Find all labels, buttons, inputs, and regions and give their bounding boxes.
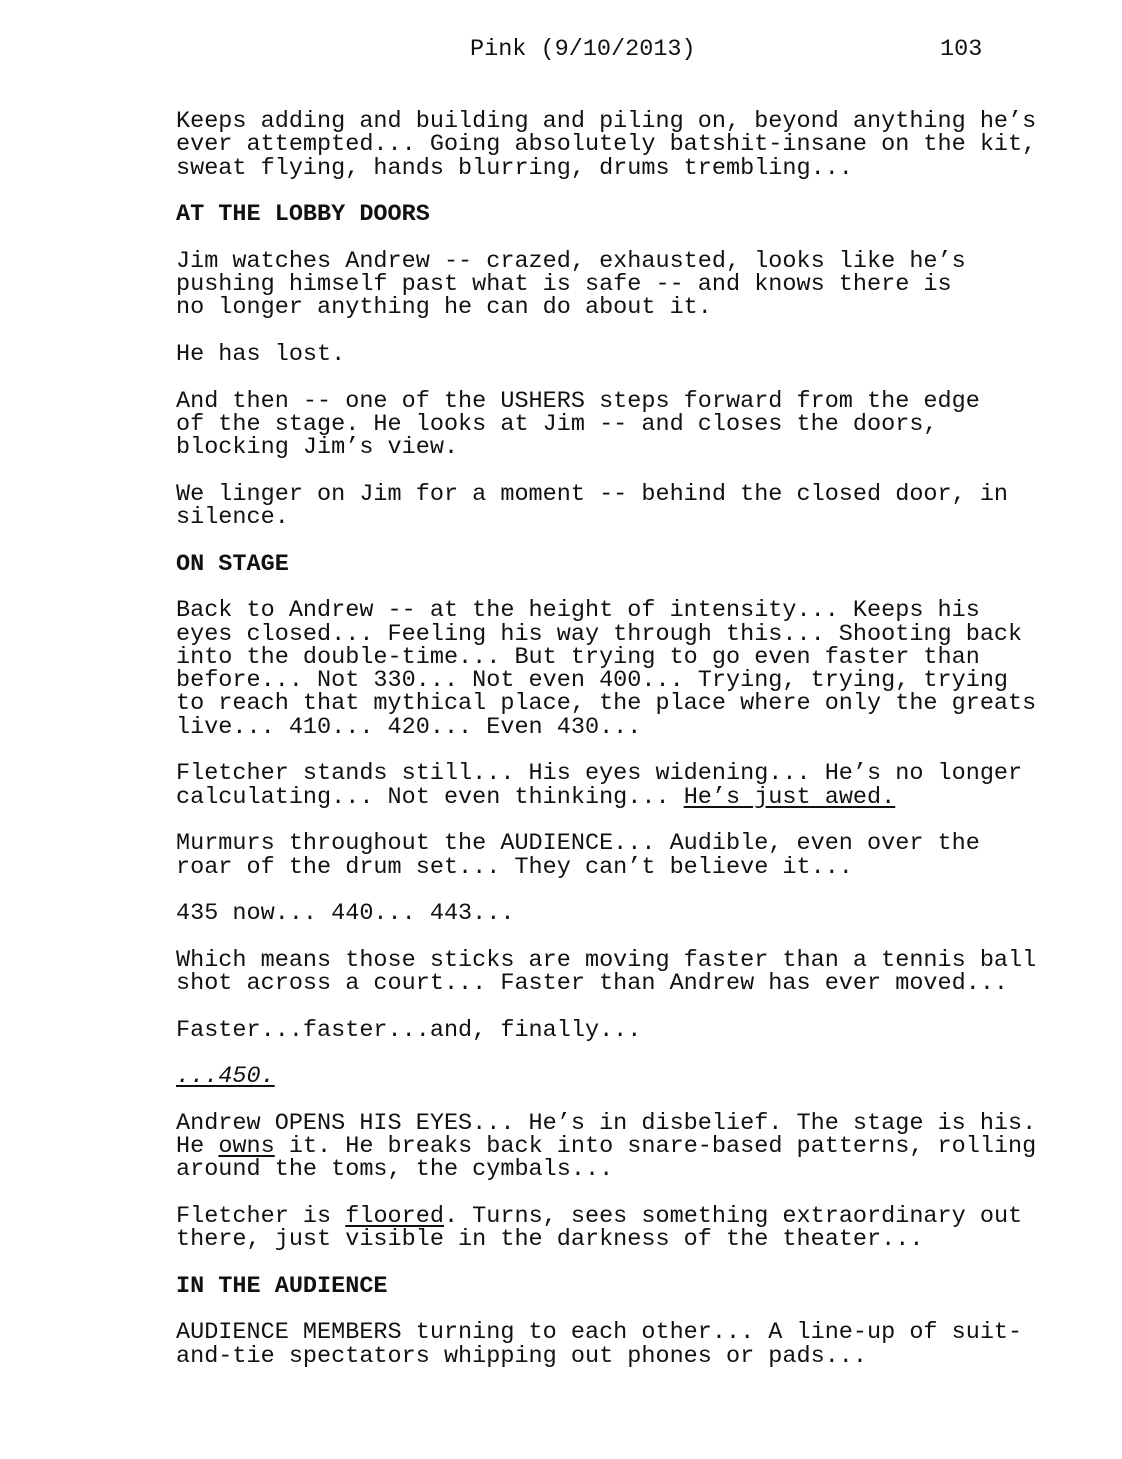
action-line: Keeps adding and building and piling on, beyond anything he’s [176, 108, 1037, 135]
action-line: live... 410... 420... Even 430... [176, 713, 642, 741]
action-line: blocking Jim’s view. [176, 434, 459, 462]
action-line: calculating... Not even thinking... [176, 783, 684, 811]
scene-heading: AT THE LOBBY DOORS [176, 201, 430, 229]
underlined-emphasis: owns [218, 1133, 275, 1161]
action-line-fragment: it. He breaks back into snare-based patterns, rolling [274, 1133, 1037, 1161]
action-paragraph [176, 1202, 1023, 1254]
action-paragraph [176, 1016, 1016, 1044]
action-paragraph [176, 480, 1016, 532]
action-paragraph [176, 597, 1037, 741]
action-line: Andrew OPENS HIS EYES... He’s in disbelief. The stage is his. [176, 1109, 1037, 1137]
action-line: Jim watches Andrew -- crazed, exhausted, looks like he’s [176, 247, 966, 275]
scene-heading: ON STAGE [176, 550, 289, 578]
action-line: He has lost. [176, 340, 346, 368]
script-body [176, 108, 1037, 1391]
action-paragraph [176, 946, 1037, 997]
action-line: before... Not 330... Not even 400... Trying, trying, trying [176, 667, 1009, 695]
action-line: ever attempted... Going absolutely batshit-insane on the kit, [176, 131, 1037, 159]
script-title-header: Pink (9/10/2013) [470, 36, 696, 63]
underlined-italic-emphasis: ...450. [176, 1063, 275, 1091]
action-line: into the double-time... But trying to go even faster than [176, 643, 980, 671]
action-paragraph [176, 1063, 1016, 1091]
page-number: 103 [940, 36, 983, 63]
action-paragraph [176, 247, 1016, 322]
action-line: sweat flying, hands blurring, drums trembling... [176, 154, 853, 182]
action-line: pushing himself past what is safe -- and knows there is [176, 271, 952, 299]
underlined-emphasis: floored [345, 1202, 444, 1230]
page-header [0, 38, 1122, 64]
action-line: silence. [176, 504, 289, 532]
action-paragraph [176, 1109, 1037, 1184]
action-line: and-tie spectators whipping out phones or pads... [176, 1342, 868, 1370]
action-line: Which means those sticks are moving faster than a tennis ball [176, 946, 1037, 974]
action-line: 435 now... 440... 443... [176, 900, 515, 928]
action-paragraph [176, 760, 1023, 811]
action-line: no longer anything he can do about it. [176, 294, 712, 322]
action-line: Back to Andrew -- at the height of intensity... Keeps his [176, 597, 980, 625]
action-line-fragment: . Turns, sees something extraordinary out [443, 1202, 1023, 1230]
action-paragraph [176, 900, 1016, 928]
action-line: of the stage. He looks at Jim -- and closes the doors, [176, 410, 938, 438]
action-line: around the toms, the cymbals... [176, 1156, 614, 1184]
action-paragraph [176, 1319, 1023, 1370]
action-line-fragment: He [176, 1133, 219, 1161]
action-line: roar of the drum set... They can’t believe it... [176, 853, 853, 881]
action-line: We linger on Jim for a moment -- behind the closed door, in [176, 480, 1009, 508]
action-line: Faster...faster...and, finally... [176, 1016, 642, 1044]
action-paragraph [176, 832, 1016, 879]
action-line: Fletcher stands still... His eyes widening... He’s no longer [176, 760, 1023, 788]
action-line: eyes closed... Feeling his way through this... Shooting back [176, 620, 1023, 648]
action-paragraph [176, 340, 1016, 368]
action-paragraph [176, 108, 1037, 182]
action-paragraph [176, 387, 1016, 462]
action-line: AUDIENCE MEMBERS turning to each other... A line-up of suit- [176, 1319, 1023, 1347]
action-line-fragment: Fletcher is [176, 1202, 346, 1230]
action-line: Murmurs throughout the AUDIENCE... Audible, even over the [176, 830, 980, 858]
action-line: shot across a court... Faster than Andrew has ever moved... [176, 969, 1009, 997]
scene-heading: IN THE AUDIENCE [176, 1272, 388, 1300]
underlined-emphasis: He’s just awed. [683, 783, 896, 811]
action-line: to reach that mythical place, the place where only the greats [176, 690, 1037, 718]
action-line: there, just visible in the darkness of the theater... [176, 1226, 924, 1254]
action-line: And then -- one of the USHERS steps forward from the edge [176, 387, 980, 415]
